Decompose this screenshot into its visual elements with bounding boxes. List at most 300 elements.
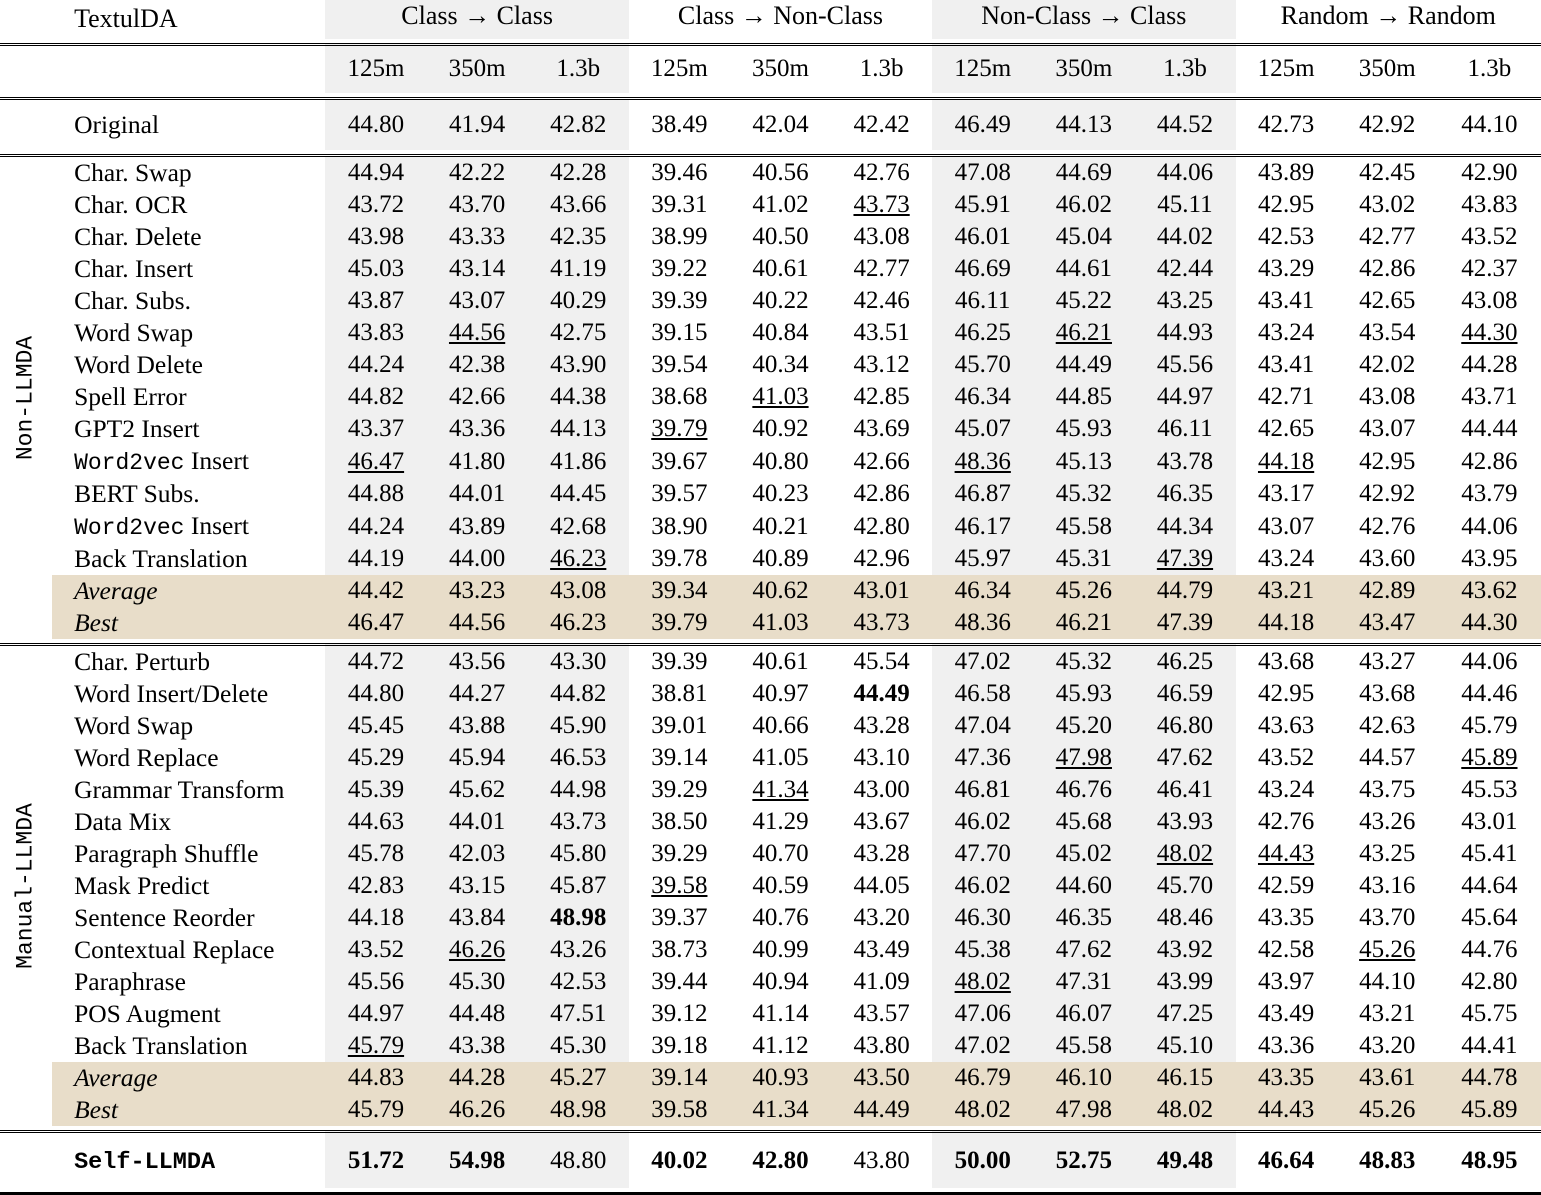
cell-value [427,806,528,838]
value: 45.11 [1157,191,1213,219]
cell-value [932,998,1033,1030]
cell-value [1236,710,1337,742]
value-bold: 51.72 [347,1146,405,1174]
cell-value [528,510,629,543]
value: 45.10 [1156,1032,1214,1060]
table-row [0,644,1541,678]
value: 44.30 [1461,609,1518,637]
value: 42.04 [752,111,809,139]
value: 44.18 [347,904,405,932]
cell-value [1236,998,1337,1030]
value: 45.64 [1461,904,1518,932]
row-label [52,510,325,543]
value: 42.35 [550,223,607,251]
value: 47.31 [1055,968,1112,996]
cell-value [1033,381,1134,413]
value-underlined: 39.58 [651,872,708,900]
cell-value [932,156,1033,190]
value: 43.36 [448,415,506,443]
value: 42.38 [448,351,506,379]
cell-value [730,644,831,678]
value-bold: 42.80 [752,1146,809,1174]
table-row [0,774,1541,806]
cell-value [528,349,629,381]
row-label: Char. OCR [74,190,188,219]
cell-value [325,1062,426,1094]
cell-value [1438,934,1541,966]
cell-value [1337,381,1438,413]
value: 39.37 [651,904,708,932]
cell-value [1134,221,1235,253]
value: 40.89 [752,545,809,573]
value: 44.80 [347,111,405,139]
value: 45.30 [448,968,506,996]
cell-value [325,317,426,349]
cell-value [629,349,730,381]
value: 46.58 [954,680,1011,708]
cell-value [730,742,831,774]
cell-value [1033,774,1134,806]
value: 43.73 [550,808,607,836]
value: 44.28 [1461,351,1518,379]
value: 41.19 [550,255,607,283]
value: 43.15 [448,872,506,900]
cell-value [528,678,629,710]
cell-value [1134,934,1235,966]
value: 43.89 [1257,159,1315,187]
value: 46.87 [954,480,1011,508]
row-label: Best [52,1094,325,1126]
cell-value [730,678,831,710]
value-underlined: 43.73 [853,191,910,219]
cell-value [730,156,831,190]
value: 46.41 [1156,776,1214,804]
row-label: Word Delete [74,350,203,379]
cell-value [528,381,629,413]
value: 42.42 [853,111,910,139]
value: 43.93 [1156,808,1214,836]
value: 40.66 [752,712,809,740]
value: 40.50 [752,223,809,251]
corner-cell-2 [0,44,52,93]
value: 46.35 [1156,480,1214,508]
value: 42.65 [1257,415,1315,443]
value-bold: 48.83 [1359,1146,1416,1174]
cell-value [1438,1094,1541,1126]
cell-value [1236,774,1337,806]
cell-value [1438,445,1541,478]
value: 43.95 [1461,545,1518,573]
value: 44.60 [1055,872,1112,900]
value: 43.33 [448,223,506,251]
subheader-6: 125m [932,44,1033,93]
value: 45.07 [954,415,1011,443]
value: 42.92 [1359,111,1416,139]
value: 43.07 [1359,415,1416,443]
row-label: Word Swap [74,710,194,740]
table-row [0,543,1541,575]
value: 40.62 [752,577,809,605]
cell-value [1337,774,1438,806]
row-label: Char. Insert [74,254,194,283]
cell-value [1033,838,1134,870]
cell-value [1236,349,1337,381]
cell-value [427,285,528,317]
value-underlined: 41.34 [752,776,809,804]
cell-value [1337,966,1438,998]
cell-value [1236,510,1337,543]
cell-value [730,966,831,998]
cell-value [1438,381,1541,413]
value-underlined: 46.26 [448,936,506,964]
value: 43.68 [1359,680,1416,708]
value: 46.07 [1055,1000,1112,1028]
cell-value [528,998,629,1030]
cell-value [1236,1030,1337,1062]
cell-value [1033,445,1134,478]
value: 42.96 [853,545,910,573]
value: 47.70 [954,840,1011,868]
cell-value [831,710,932,742]
value: 43.61 [1359,1064,1416,1092]
cell-value [1236,478,1337,510]
cell-value [1438,510,1541,543]
value: 44.46 [1461,680,1518,708]
cell-value [528,966,629,998]
value: 43.52 [1257,744,1315,772]
cell-value [325,1094,426,1126]
rule [0,1188,1541,1194]
cell-value [1337,285,1438,317]
value-underlined: 47.39 [1156,545,1214,573]
row-label: Word Swap [74,318,194,347]
cell-value [730,902,831,934]
cell-value [325,742,426,774]
value-underlined: 48.02 [954,968,1011,996]
value: 43.47 [1359,609,1416,637]
value: 45.04 [1055,223,1112,251]
cell-value [629,710,730,742]
value: 39.79 [651,609,708,637]
value: 46.02 [1055,191,1112,219]
cell-value [325,156,426,190]
row-label: POS Augment [74,998,221,1028]
cell-value [325,998,426,1030]
value: 39.57 [651,480,708,508]
cell-value [831,285,932,317]
self-llmda-row [0,1131,1541,1188]
cell-value [1033,902,1134,934]
value: 42.28 [550,159,607,187]
cell-value [730,221,831,253]
cell-value [1236,99,1337,151]
cell-value [427,838,528,870]
value: 44.06 [1156,159,1214,187]
value: 45.70 [954,351,1011,379]
cell-value [1337,253,1438,285]
value: 43.27 [1359,648,1416,676]
value: 45.75 [1461,1000,1518,1028]
value: 46.53 [550,744,607,772]
cell-value [932,478,1033,510]
cell-value [1033,285,1134,317]
summary-row-best [0,607,1541,639]
value: 43.17 [1257,480,1315,508]
value: 43.26 [550,936,607,964]
cell-value [932,934,1033,966]
section-spacer [0,1131,52,1188]
cell-value [1438,285,1541,317]
value: 43.73 [853,609,910,637]
cell-value [730,806,831,838]
value: 46.11 [955,287,1011,315]
value: 42.22 [448,159,506,187]
cell-value [1337,1094,1438,1126]
value: 45.91 [954,191,1011,219]
cell-value [932,285,1033,317]
cell-value [932,774,1033,806]
value: 45.56 [1156,351,1214,379]
value: 40.84 [752,319,809,347]
value: 39.34 [651,577,708,605]
row-label: Char. Perturb [74,646,211,676]
cell-value [427,1030,528,1062]
self-llmda-label: Self-LLMDA [74,1148,216,1176]
value: 43.69 [853,415,910,443]
value: 44.01 [448,480,506,508]
cell-value [629,575,730,607]
value: 44.38 [550,383,607,411]
cell-value [1337,902,1438,934]
value-bold: 48.95 [1461,1146,1518,1174]
cell-value [730,774,831,806]
subheader-5: 1.3b [859,54,904,82]
cell-value [427,99,528,151]
value: 43.07 [448,287,506,315]
cell-value [629,285,730,317]
cell-value [1236,285,1337,317]
value: 42.77 [1359,223,1416,251]
value: 48.80 [550,1146,607,1174]
value: 44.88 [347,480,405,508]
value: 45.38 [954,936,1011,964]
row-label: Back Translation [74,543,248,573]
value: 43.38 [448,1032,506,1060]
value: 45.02 [1055,840,1112,868]
value: 40.23 [752,480,809,508]
cell-value [629,413,730,445]
value: 46.49 [954,111,1011,139]
section-label-text: Non-LLMDA [12,335,39,460]
cell-value [325,510,426,543]
cell-value [1236,678,1337,710]
cell-value [629,478,730,510]
cell-value [528,902,629,934]
value: 41.12 [752,1032,809,1060]
cell-value [730,998,831,1030]
cell-value [1134,966,1235,998]
value: 43.41 [1257,351,1315,379]
table-row [0,742,1541,774]
value: 39.58 [651,1096,708,1124]
value: 40.97 [752,680,809,708]
value: 42.59 [1257,872,1315,900]
value: 44.13 [1055,111,1112,139]
cell-value [629,156,730,190]
cell-value [1134,1131,1235,1188]
cell-value [932,1094,1033,1126]
value: 43.70 [1359,904,1416,932]
cell-value [1337,99,1438,151]
value: 39.31 [651,191,708,219]
value: 42.53 [550,968,607,996]
value: 45.87 [550,872,607,900]
value-bold: 44.49 [853,680,910,708]
value-underlined: 44.18 [1257,447,1315,475]
value: 42.85 [853,383,910,411]
value: 43.35 [1257,1064,1315,1092]
section-spacer [0,99,52,151]
cell-value [831,838,932,870]
cell-value [1033,478,1134,510]
cell-value [1236,221,1337,253]
value: 44.64 [1461,872,1518,900]
value-underlined: 45.89 [1461,744,1518,772]
cell-value [831,774,932,806]
cell-value [730,1131,831,1188]
cell-value [1134,806,1235,838]
cell-value [730,934,831,966]
value-bold: 46.64 [1257,1146,1315,1174]
value: 43.20 [1359,1032,1416,1060]
value: 41.14 [752,1000,809,1028]
cell-value [730,1062,831,1094]
cell-value [1033,966,1134,998]
cell-value [1337,445,1438,478]
cell-value [1236,966,1337,998]
cell-value [831,998,932,1030]
value: 45.79 [347,1096,405,1124]
value: 44.61 [1055,255,1112,283]
cell-value [528,710,629,742]
cell-value [932,838,1033,870]
value: 42.03 [448,840,506,868]
value: 45.80 [550,840,607,868]
value: 43.52 [347,936,405,964]
cell-value [730,445,831,478]
cell-value [325,678,426,710]
value: 47.62 [1055,936,1112,964]
value: 42.76 [853,159,910,187]
cell-value [730,510,831,543]
cell-value [528,806,629,838]
cell-value [427,317,528,349]
value: 46.79 [954,1064,1011,1092]
value: 40.99 [752,936,809,964]
cell-value [831,156,932,190]
value: 43.83 [347,319,405,347]
value: 41.86 [550,447,607,475]
value: 43.99 [1156,968,1214,996]
cell-value [629,189,730,221]
subheader-9: 125m [1257,54,1315,82]
cell-value [1438,678,1541,710]
value: 45.62 [448,776,506,804]
cell-value [1438,870,1541,902]
cell-value [1134,478,1235,510]
cell-value [629,253,730,285]
cell-value [528,543,629,575]
table-row [0,221,1541,253]
cell-value [325,575,426,607]
value: 43.63 [1257,712,1315,740]
value: 44.24 [347,512,405,540]
cell-value [528,317,629,349]
value: 44.49 [853,1096,910,1124]
value-underlined: 46.47 [347,447,405,475]
cell-value [1236,156,1337,190]
cell-value [1236,189,1337,221]
cell-value [528,934,629,966]
cell-value [831,806,932,838]
cell-value [1236,1094,1337,1126]
cell-value [528,774,629,806]
cell-value [1134,870,1235,902]
cell-value [1134,644,1235,678]
cell-value [831,349,932,381]
value: 43.50 [853,1064,910,1092]
cell-value [1438,156,1541,190]
cell-value [1134,838,1235,870]
value: 39.15 [651,319,708,347]
value: 43.52 [1461,223,1518,251]
value: 45.58 [1055,1032,1112,1060]
cell-value [629,99,730,151]
cell-value [1033,317,1134,349]
cell-value [932,607,1033,639]
cell-value [528,575,629,607]
value: 45.56 [347,968,405,996]
cell-value [427,607,528,639]
cell-value [1337,838,1438,870]
value: 44.57 [1359,744,1416,772]
value: 42.95 [1257,680,1315,708]
cell-value [1236,806,1337,838]
table-row [0,934,1541,966]
cell-value [325,838,426,870]
cell-value [528,870,629,902]
value: 45.53 [1461,776,1518,804]
value: 44.19 [347,545,405,573]
value: 43.97 [1257,968,1315,996]
value: 43.16 [1359,872,1416,900]
value: 43.66 [550,191,607,219]
cell-value [932,221,1033,253]
value: 43.79 [1461,480,1518,508]
value: 45.32 [1055,480,1112,508]
cell-value [629,774,730,806]
summary-row-best [0,1094,1541,1126]
cell-value [427,644,528,678]
cell-value [1134,1062,1235,1094]
value: 45.39 [347,776,405,804]
cell-value [831,478,932,510]
cell-value [1438,838,1541,870]
row-label: Paraphrase [74,966,186,996]
cell-value [325,285,426,317]
value: 48.02 [954,1096,1011,1124]
value-bold: 49.48 [1156,1146,1214,1174]
